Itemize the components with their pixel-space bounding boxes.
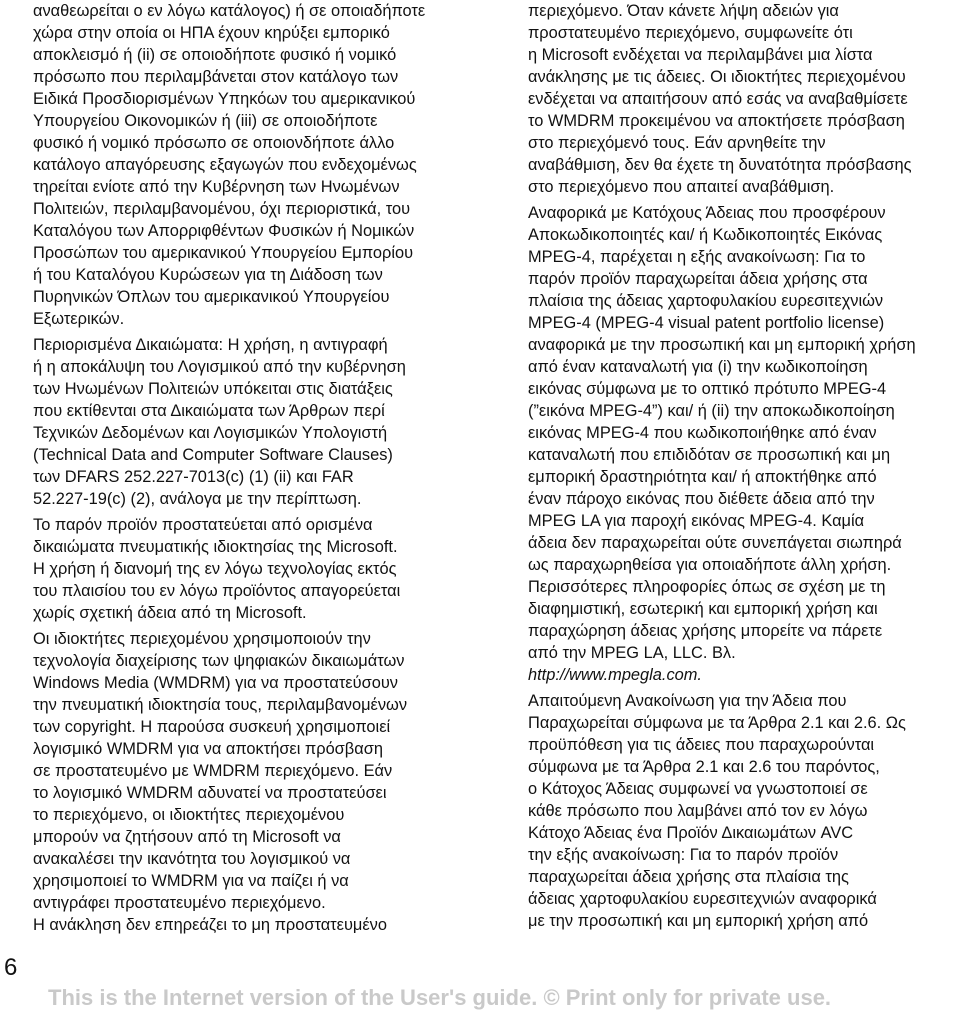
footer-disclaimer: This is the Internet version of the User's guide. © Print only for private use. <box>48 985 832 1010</box>
left-column <box>33 0 475 940</box>
right-column <box>528 0 960 936</box>
page-number: 6 <box>4 954 18 981</box>
paragraph-export-restrictions: αναθεωρείται ο εν λόγω κατάλογος) ή σε οποιαδήποτε χώρα στην οποία οι ΗΠΑ έχουν κηρύξει εμπορικό αποκλεισμό ή (ii) σε οποιοδήποτε φυσικό ή νομικό πρόσωπο που περιλαμβάνεται στον κατάλογο των Ειδικά Προσδιορισμένων Υπηκόων του αμερικανικού Υπουργείου Οικονομικών ή (iii) σε οποιοδήποτε φυσικό ή νομικό πρόσωπο σε οποιονδήποτε άλλο κατάλογο απαγόρευσης εξαγωγών που ενδεχομένως τηρείται ενίοτε από την Κυβέρνηση των Ηνωμένων Πολιτειών, περιλαμβανομένου, όχι περιοριστικά, του Καταλόγου των Απορριφθέντων Φυσικών ή Νομικών Προσώπων του αμερικανικού Υπουργείου Εμπορίου ή του Καταλόγου Κυρώσεων για τη Διάδοση των Πυρηνικών Όπλων του αμερικανικού Υπουργείου Εξωτερικών. <box>33 2 426 328</box>
paragraph-mpeg4-licensing: Αναφορικά με Κατόχους Άδειας που προσφέρουν Αποκωδικοποιητές και/ ή Κωδικοποιητές Εικόνας MPEG-4, παρέχεται η εξής ανακοίνωση: Για το παρόν προϊόν παραχωρείται άδεια χρήσης στα πλαίσια της άδειας χαρτοφυλακίου ευρεσιτεχνιών MPEG-4 (MPEG-4 visual patent portfolio license) αναφορικά με την προσωπική και μη εμπορική χρήση από έναν καταναλωτή για (i) την κωδικοποίηση εικόνας σύμφωνα με το οπτικό πρότυπο MPEG-4 (”εικόνα MPEG-4”) και/ ή (ii) την αποκωδικοποίηση εικόνας MPEG-4 που κωδικοποιήθηκε από έναν καταναλωτή που επιδιδόταν σε προσωπική και μη εμπορική δραστηριότητα και/ ή αποκτήθηκε από έναν πάροχο εικόνας που διέθετε άδεια από την MPEG LA για παροχή εικόνας MPEG-4. Καμία άδεια δεν παραχωρείται ούτε συνεπάγεται σιωπηρά ως παραχωρηθείσα για οποιαδήποτε άλλη χρήση. Περισσότερες πληροφορίες όπως σε σχέση με τη διαφημιστική, εσωτερική και εμπορική χρήση και παραχώρηση άδειας χρήσης μπορείτε να πάρετε από την MPEG LA, LLC. Βλ. <box>528 204 916 662</box>
paragraph-restricted-rights: Περιορισμένα Δικαιώματα: Η χρήση, η αντιγραφή ή η αποκάλυψη του Λογισμικού από την κυβέρνηση των Ηνωμένων Πολιτειών υπόκειται στις διατάξεις που εκτίθενται στα Δικαιώματα των Άρθρων περί Τεχνικών Δεδομένων και Λογισμικών Υπολογιστή (Technical Data and Computer Software Clauses) των DFARS 252.227-7013(c) (1) (ii) και FAR 52.227-19(c) (2), ανάλογα με την περίπτωση. <box>33 336 406 508</box>
paragraph-wmdrm-continued: περιεχόμενο. Όταν κάνετε λήψη αδειών για προστατευμένο περιεχόμενο, συμφωνείτε ότι η Microsoft ενδέχεται να περιλαμβάνει μια λίστα ανάκλησης με τις άδειες. Οι ιδιοκτήτες περιεχομένου ενδέχεται να απαιτήσουν από εσάς να αναβαθμίσετε το WMDRM προκειμένου να αποκτήσετε πρόσβαση στο περιεχόμενό τους. Εάν αρνηθείτε την αναβάθμιση, δεν θα έχετε τη δυνατότητα πρόσβασης στο περιεχόμενο που απαιτεί αναβάθμιση. <box>528 2 912 196</box>
paragraph-wmdrm: Οι ιδιοκτήτες περιεχομένου χρησιμοποιούν την τεχνολογία διαχείρισης των ψηφιακών δικαιωμάτων Windows Media (WMDRM) για να προστατεύσουν την πνευματική ιδιοκτησία τους, περιλαμβανομένων των copyright. Η παρούσα συσκευή χρησιμοποιεί λογισμικό WMDRM για να αποκτήσει πρόσβαση σε προστατευμένο με WMDRM περιεχόμενο. Εάν το λογισμικό WMDRM αδυνατεί να προστατεύσει το περιεχόμενο, οι ιδιοκτήτες περιεχομένου μπορούν να ζητήσουν από τη Microsoft να ανακαλέσει την ικανότητα του λογισμικού να χρησιμοποιεί το WMDRM για να παίζει ή να αντιγράφει προστατευμένο περιεχόμενο. Η ανάκληση δεν επηρεάζει το μη προστατευμένο <box>33 630 408 934</box>
mpegla-link[interactable]: http://www.mpegla.com. <box>528 666 702 684</box>
paragraph-avc-notice: Απαιτούμενη Ανακοίνωση για την Άδεια που Παραχωρείται σύμφωνα με τα Άρθρα 2.1 και 2.6. Ως προϋπόθεση για τις άδειες που παραχωρούνται σύμφωνα με τα Άρθρα 2.1 και 2.6 του παρόντος, ο Κάτοχος Άδειας συμφωνεί να γνωστοποιεί σε κάθε πρόσωπο που λαμβάνει από τον εν λόγω Κάτοχο Άδειας ένα Προϊόν Δικαιωμάτων AVC την εξής ανακοίνωση: Για το παρόν προϊόν παραχωρείται άδεια χρήσης στα πλαίσια της άδειας χαρτοφυλακίου ευρεσιτεχνιών αναφορικά με την προσωπική και μη εμπορική χρήση από <box>528 692 906 930</box>
paragraph-microsoft-ip: Το παρόν προϊόν προστατεύεται από ορισμένα δικαιώματα πνευματικής ιδιοκτησίας της Microsoft. Η χρήση ή διανομή της εν λόγω τεχνολογίας εκτός του πλαισίου του εν λόγω προϊόντος απαγορεύεται χωρίς σχετική άδεια από τη Microsoft. <box>33 516 401 622</box>
